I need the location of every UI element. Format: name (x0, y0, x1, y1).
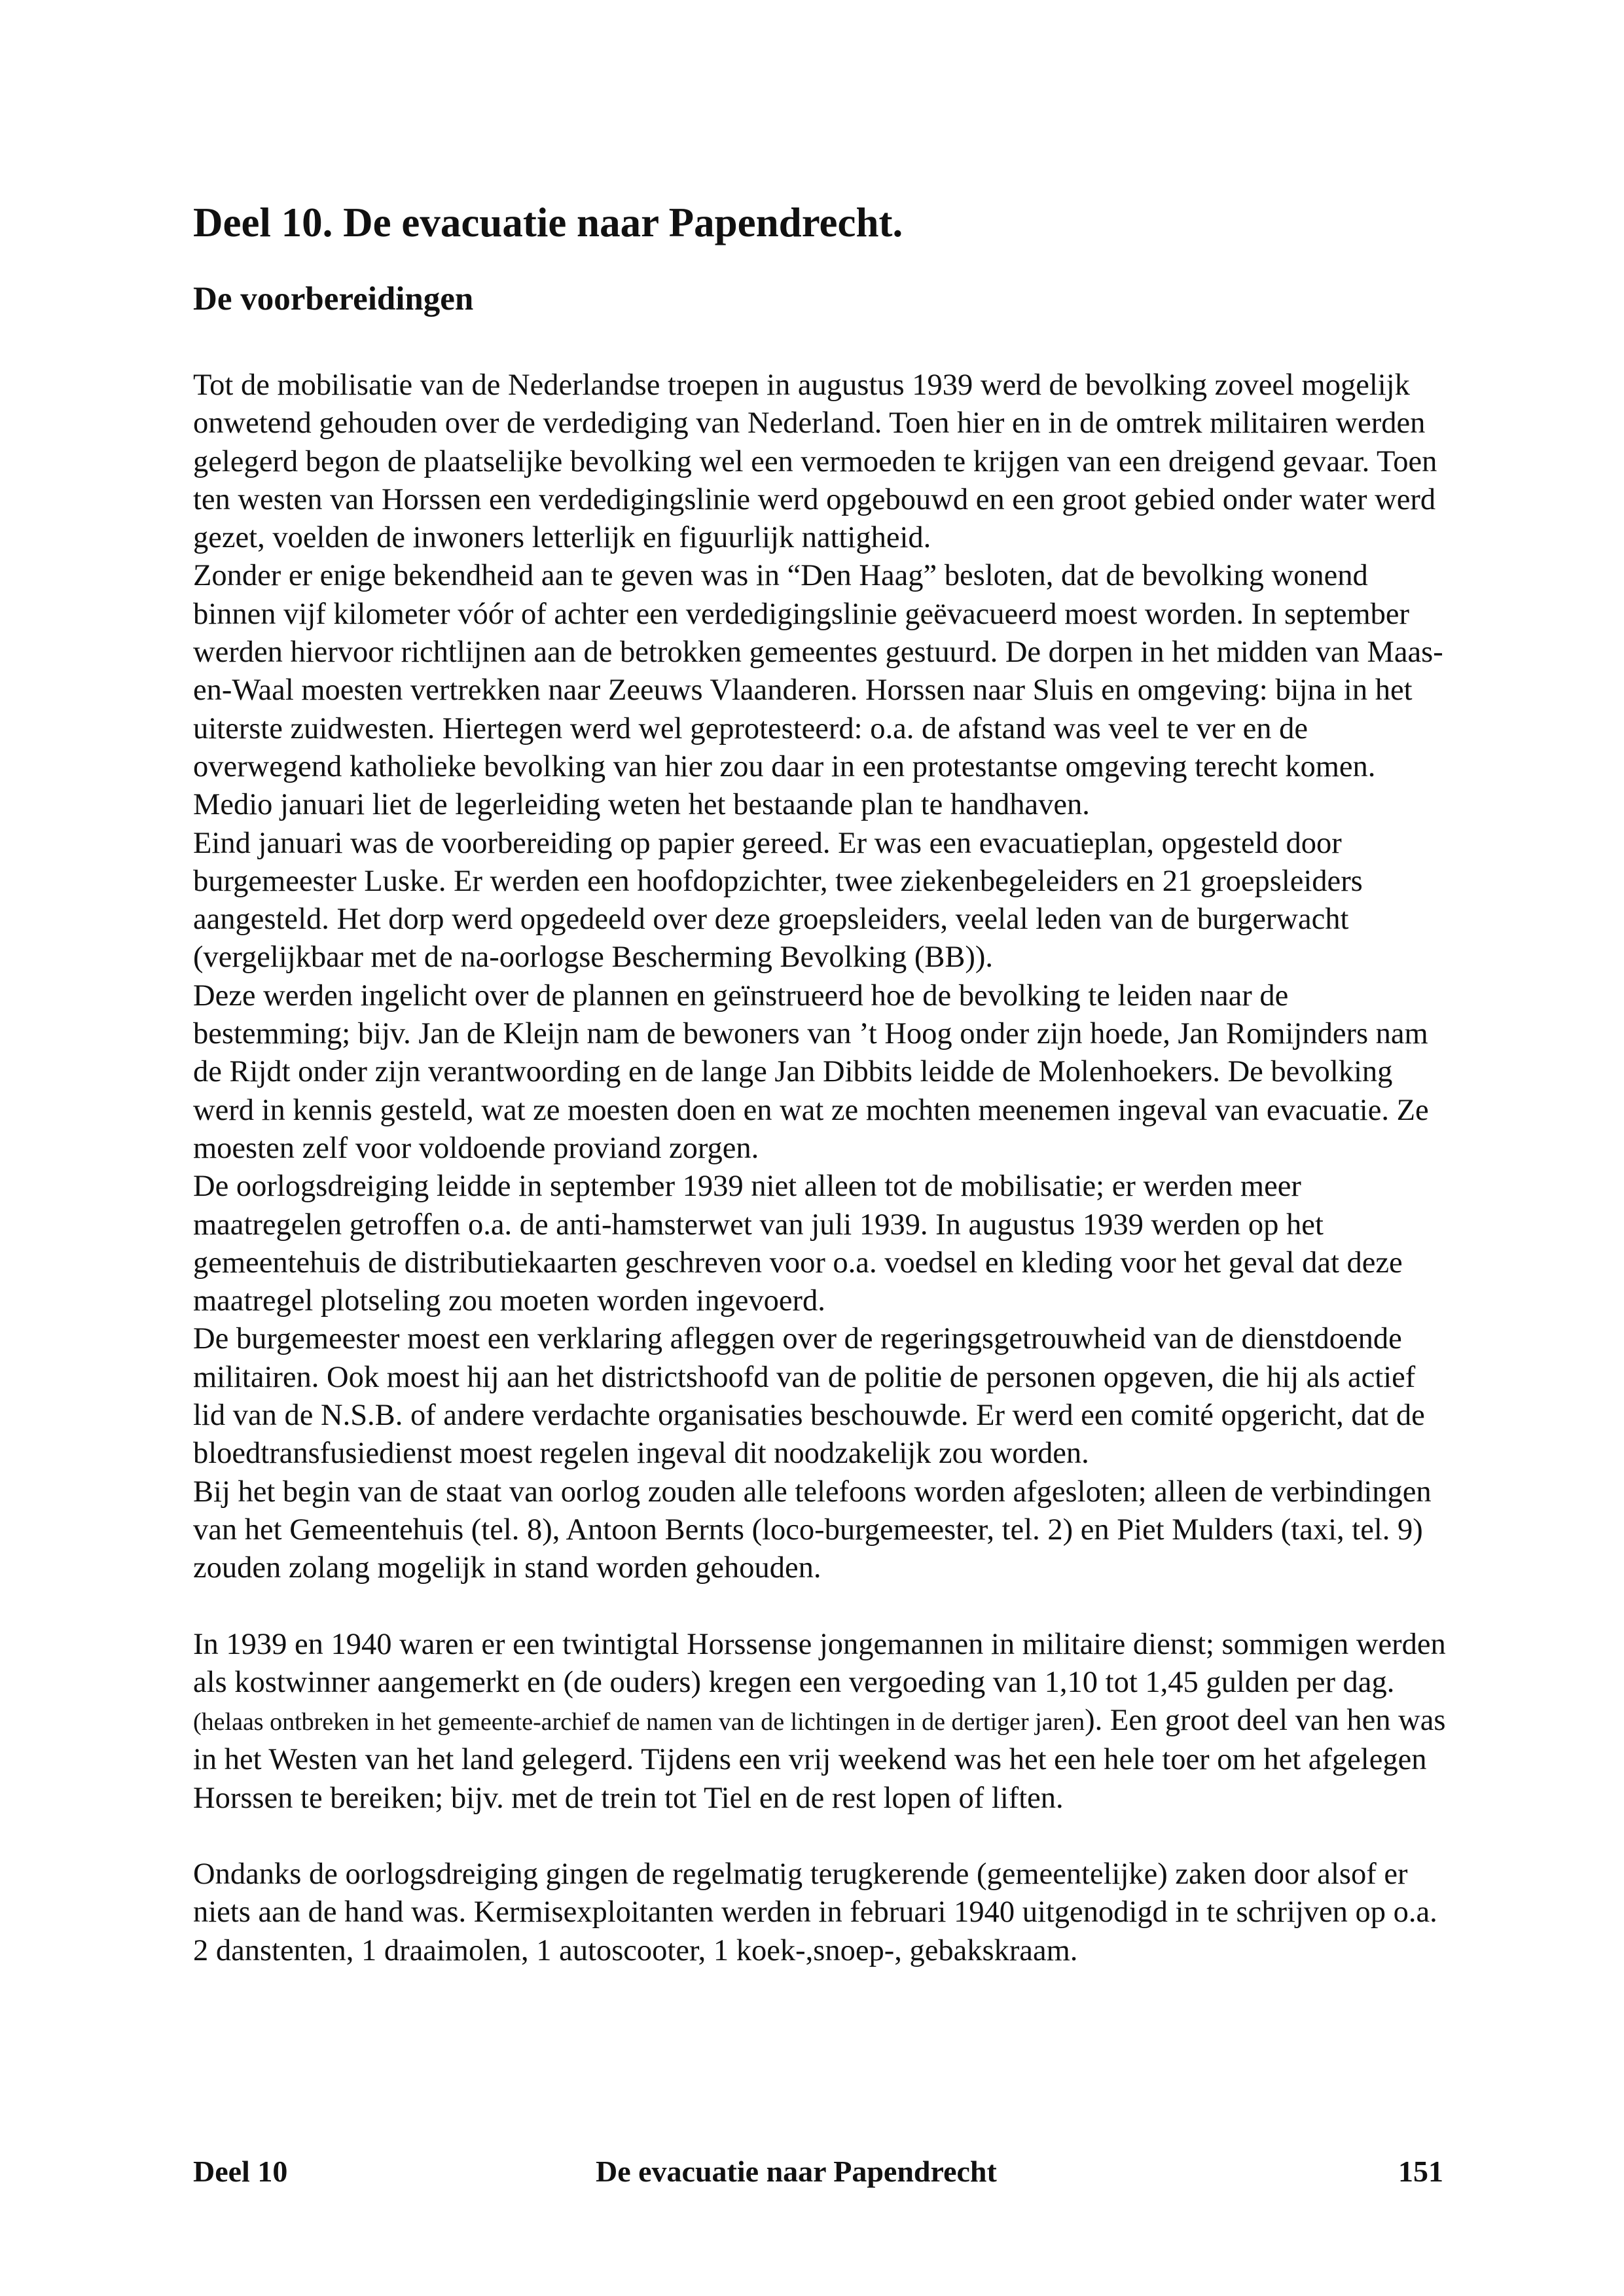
footer-title: De evacuatie naar Papendrecht (596, 2155, 997, 2188)
footer-chapter: Deel 10 (193, 2155, 288, 2188)
paragraph: Deze werden ingelicht over de plannen en geïnstrueerd hoe de bevolking te leiden naar de bestemming; bijv. Jan de Kleijn nam de bewoners van ’t Hoog onder zijn hoede, Jan Romijnders nam de Rijdt onder zijn verantwoording en de lange Jan Dibbits leidde de Molenhoekers. De bevolking werd in kennis gesteld, wat ze moesten doen en wat ze mochten meenemen ingeval van evacuatie. Ze moesten zelf voor voldoende proviand zorgen. (193, 978, 1429, 1165)
paragraph: De oorlogsdreiging leidde in september 1939 niet alleen tot de mobilisatie; er werden meer maatregelen getroffen o.a. de anti-hamsterwet van juli 1939. In augustus 1939 werden op het gemeentehuis de distributiekaarten geschreven voor o.a. voedsel en kleding voor het geval dat deze maatregel plotseling zou moeten worden ingevoerd. (193, 1170, 1403, 1318)
paragraph: Ondanks de oorlogsdreiging gingen de regelmatig terugkerende (gemeentelijke) zaken door alsof er niets aan de hand was. Kermisexploitanten werden in februari 1940 uitgenodigd in te schrijven op o.a. 2 danstenten, 1 draaimolen, 1 autoscooter, 1 koek-,snoep-, gebakskraam. (193, 1857, 1437, 1967)
document-page (193, 196, 1450, 1970)
body-text (193, 367, 1450, 1970)
page-title: Deel 10. De evacuatie naar Papendrecht. (193, 200, 903, 245)
paragraph-text: In 1939 en 1940 waren er een twintigtal Horssense jongemannen in militaire dienst; sommigen werden als kostwinner aangemerkt en (de ouders) kregen een vergoeding van 1,10 tot 1,45 gulden per dag. (193, 1627, 1446, 1699)
section-heading: De voorbereidingen (193, 281, 474, 317)
paragraph-text: Een groot deel van hen was in het Westen van het land gelegerd. Tijdens een vrij weekend was het een hele toer om het afgelegen Horssen te bereiken; bijv. met de trein tot Tiel en de rest lopen of liften. (193, 1704, 1446, 1815)
paragraph: Zonder er enige bekendheid aan te geven was in “Den Haag” besloten, dat de bevolking wonend binnen vijf kilometer vóór of achter een verdedigingslinie geëvacueerd moest worden. In september werden hiervoor richtlijnen aan de betrokken gemeentes gestuurd. De dorpen in het midden van Maas-en-Waal moesten vertrekken naar Zeeuws Vlaanderen. Horssen naar Sluis en omgeving: bijna in het uiterste zuidwesten. Hiertegen werd wel geprotesteerd: o.a. de afstand was veel te ver en de overwegend katholieke bevolking van hier zou daar in een protestantse omgeving terecht komen. Medio januari liet de legerleiding weten het bestaande plan te handhaven. (193, 559, 1443, 822)
paragraph-military-service (193, 1626, 1450, 1818)
paragraph: Eind januari was de voorbereiding op papier gereed. Er was een evacuatieplan, opgesteld door burgemeester Luske. Er werden een hoofdopzichter, twee ziekenbegeleiders en 21 groepsleiders aangesteld. Het dorp werd opgedeeld over deze groepsleiders, veelal leden van de burgerwacht (vergelijkbaar met de na-oorlogse Bescherming Bevolking (BB)). (193, 826, 1363, 975)
archive-note: (helaas ontbreken in het gemeente-archief de namen van de lichtingen in de dertiger jaren (193, 1708, 1085, 1736)
page-number: 151 (1398, 2155, 1443, 2188)
paragraph: Tot de mobilisatie van de Nederlandse troepen in augustus 1939 werd de bevolking zoveel mogelijk onwetend gehouden over de verdediging van Nederland. Toen hier en in de omtrek militairen werden gelegerd begon de plaatselijke bevolking wel een vermoeden te krijgen van een dreigend gevaar. Toen ten westen van Horssen een verdedigingslinie werd opgebouwd en een groot gebied onder water werd gezet, voelden de inwoners letterlijk en figuurlijk nattigheid. (193, 368, 1437, 555)
paragraph: De burgemeester moest een verklaring afleggen over de regeringsgetrouwheid van de dienstdoende militairen. Ook moest hij aan het districtshoofd van de politie de personen opgeven, die hij als actief lid van de N.S.B. of andere verdachte organisaties beschouwde. Er werd een comité opgericht, dat de bloedtransfusiedienst moest regelen ingeval dit noodzakelijk zou worden. (193, 1322, 1425, 1471)
paragraph: Bij het begin van de staat van oorlog zouden alle telefoons worden afgesloten; alleen de verbindingen van het Gemeentehuis (tel. 8), Antoon Bernts (loco-burgemeester, tel. 2) en Piet Mulders (taxi, tel. 9) zouden zolang mogelijk in stand worden gehouden. (193, 1475, 1432, 1585)
paragraph-text: ). (1085, 1704, 1103, 1738)
